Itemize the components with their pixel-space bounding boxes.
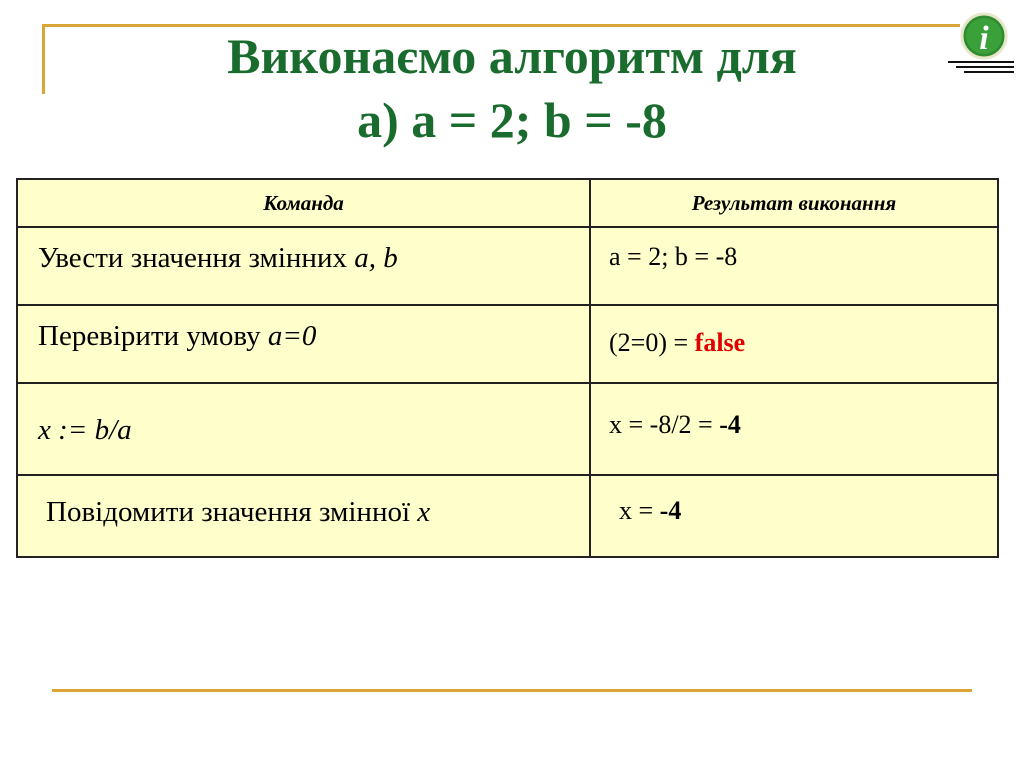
frame-top-line bbox=[42, 24, 960, 27]
result-bold-value: -4 bbox=[659, 496, 682, 525]
frame-bottom-line bbox=[52, 689, 972, 692]
result-text: (2=0) = bbox=[609, 328, 695, 357]
table-header-row bbox=[17, 179, 998, 227]
algorithm-table bbox=[16, 178, 999, 558]
svg-text:i: i bbox=[979, 20, 989, 57]
table-row bbox=[17, 383, 998, 475]
header-result: Результат виконання bbox=[590, 179, 998, 227]
command-condition: a=0 bbox=[267, 320, 317, 352]
title-line-1: Виконаємо алгоритм для bbox=[227, 28, 797, 84]
header-command: Команда bbox=[17, 179, 590, 227]
result-cell bbox=[590, 383, 998, 475]
command-text: Увести значення змінних bbox=[38, 242, 355, 274]
command-cell bbox=[17, 305, 590, 383]
title-line-2: а) a = 2; b = -8 bbox=[357, 92, 667, 148]
result-text: x = -8/2 = bbox=[609, 410, 720, 439]
result-bold-value: -4 bbox=[719, 410, 741, 439]
command-vars: a, b bbox=[354, 242, 398, 274]
result-cell bbox=[590, 305, 998, 383]
result-false-value: false bbox=[694, 328, 746, 357]
table-row bbox=[17, 227, 998, 305]
table-row bbox=[17, 475, 998, 557]
command-cell bbox=[17, 475, 590, 557]
table-row bbox=[17, 305, 998, 383]
result-cell bbox=[590, 227, 998, 305]
command-cell bbox=[17, 383, 590, 475]
result-text: x = bbox=[619, 496, 660, 525]
command-text: Повідомити значення змінної bbox=[46, 496, 418, 528]
result-cell bbox=[590, 475, 998, 557]
command-text: Перевірити умову bbox=[38, 320, 268, 352]
page-title bbox=[0, 28, 1024, 148]
result-text: a = 2; b = -8 bbox=[609, 242, 738, 271]
command-var: x bbox=[417, 496, 431, 528]
command-cell bbox=[17, 227, 590, 305]
command-assignment: x := b/a bbox=[38, 414, 132, 446]
